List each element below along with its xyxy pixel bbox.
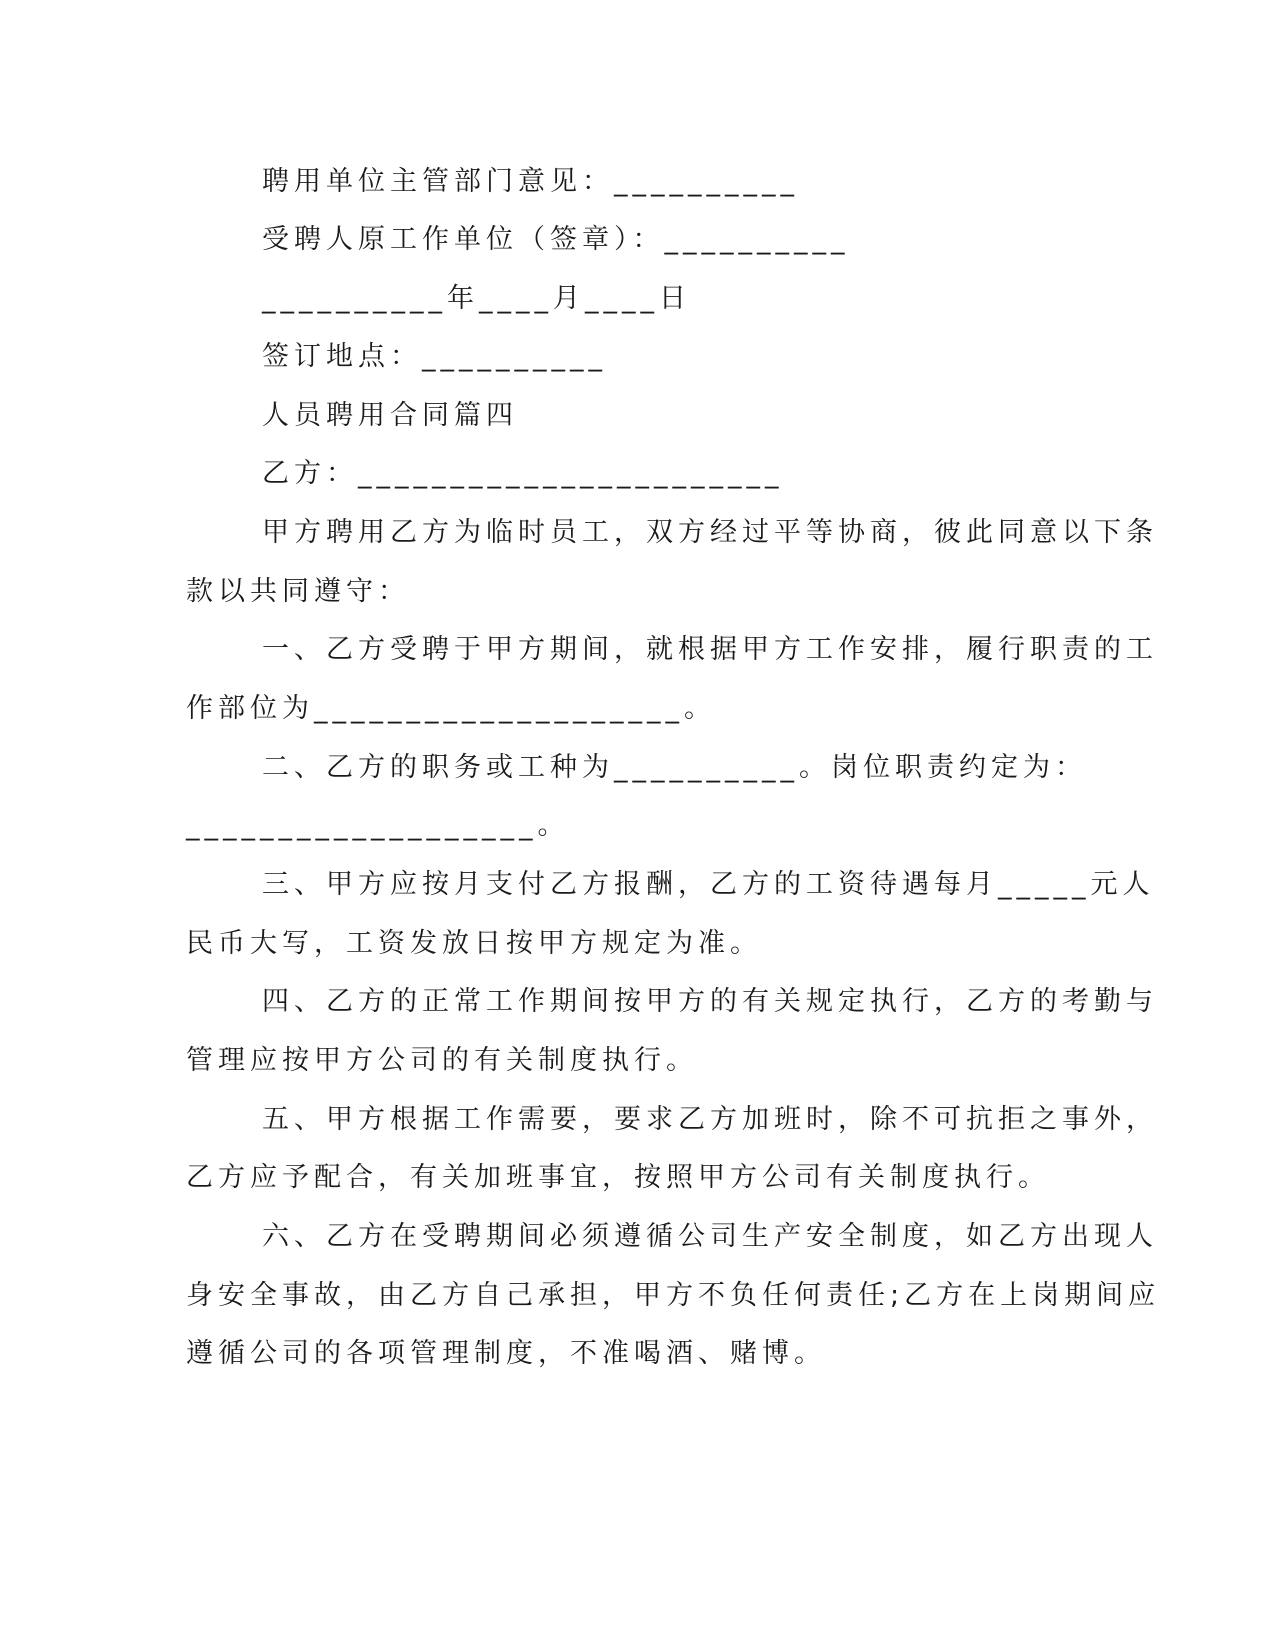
signing-place-line: 签订地点：__________ <box>262 341 607 372</box>
clause-5-line-1: 五、甲方根据工作需要，要求乙方加班时，除不可抗拒之事外， <box>262 1104 1158 1135</box>
paragraph-intro-line-2: 款以共同遵守： <box>186 576 410 607</box>
party-b-line: 乙方：_______________________ <box>262 458 784 489</box>
date-line: __________年____月____日 <box>262 283 691 314</box>
clause-6-line-1: 六、乙方在受聘期间必须遵循公司生产安全制度，如乙方出现人 <box>262 1221 1158 1252</box>
paragraph-intro-line-1: 甲方聘用乙方为临时员工，双方经过平等协商，彼此同意以下条 <box>262 517 1158 548</box>
clause-3-line-1: 三、甲方应按月支付乙方报酬，乙方的工资待遇每月_____元人 <box>262 869 1155 900</box>
clause-5-line-2: 乙方应予配合，有关加班事宜，按照甲方公司有关制度执行。 <box>186 1162 1050 1193</box>
clause-1-line-1: 一、乙方受聘于甲方期间，就根据甲方工作安排，履行职责的工 <box>262 634 1158 665</box>
clause-6-line-3: 遵循公司的各项管理制度，不准喝酒、赌博。 <box>186 1338 826 1369</box>
clause-2-line-2: ___________________。 <box>186 810 570 841</box>
clause-3-line-2: 民币大写，工资发放日按甲方规定为准。 <box>186 928 762 959</box>
clause-4-line-2: 管理应按甲方公司的有关制度执行。 <box>186 1045 698 1076</box>
clause-1-line-2: 作部位为____________________。 <box>186 693 716 724</box>
clause-2-line-1: 二、乙方的职务或工种为__________。岗位职责约定为： <box>262 752 1087 783</box>
clause-4-line-1: 四、乙方的正常工作期间按甲方的有关规定执行，乙方的考勤与 <box>262 986 1158 1017</box>
supervisor-opinion-line: 聘用单位主管部门意见：__________ <box>262 166 799 197</box>
section-heading: 人员聘用合同篇四 <box>262 400 518 431</box>
clause-6-line-2: 身安全事故，由乙方自己承担，甲方不负任何责任;乙方在上岗期间应 <box>186 1280 1161 1311</box>
original-employer-line: 受聘人原工作单位（签章）：__________ <box>262 224 850 255</box>
